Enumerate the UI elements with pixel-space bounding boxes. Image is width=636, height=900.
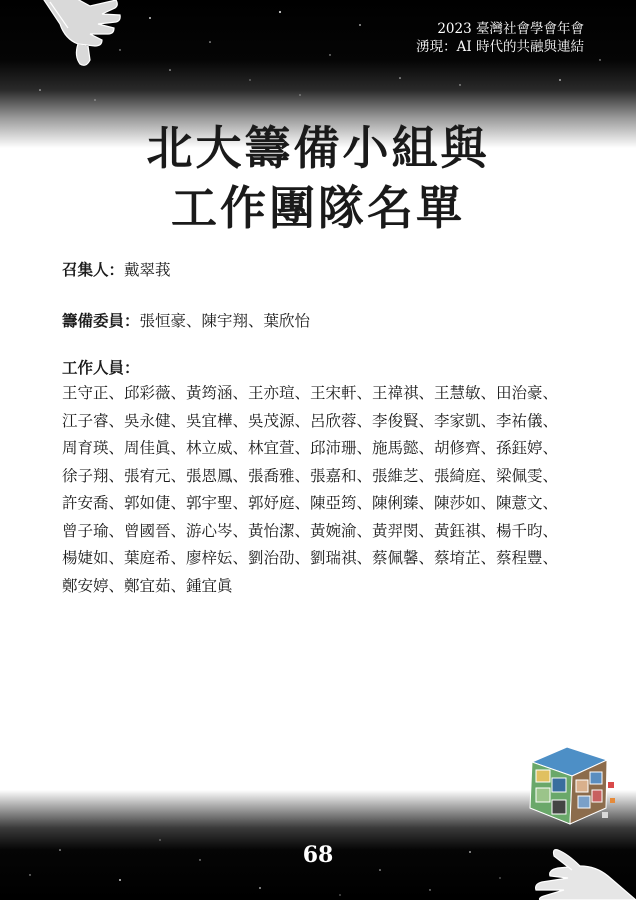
committee-names: 張恒豪、陳宇翔、葉欣怡 bbox=[139, 312, 311, 330]
photo-cube-icon bbox=[522, 742, 617, 832]
convener-names: 戴翠莪 bbox=[124, 261, 171, 279]
staff-roster-line: 許安喬、郭如倢、郭宇聖、郭妤庭、陳亞筠、陳俐臻、陳莎如、陳薏文、 bbox=[62, 494, 559, 512]
committee-label: 籌備委員： bbox=[62, 311, 140, 330]
staff-roster-line: 周育瑛、周佳眞、林立威、林宜萱、邱沛珊、施馬懿、胡修齊、孫鈺婷、 bbox=[62, 439, 559, 457]
title-line-2: 工作團隊名單 bbox=[171, 181, 465, 235]
convener-row bbox=[62, 258, 582, 282]
staff-label: 工作人員： bbox=[62, 358, 140, 377]
convener-label: 召集人： bbox=[62, 260, 125, 279]
staff-roster-line: 徐子翔、張宥元、張恩鳳、張喬雅、張嘉和、張維芝、張綺庭、梁佩雯、 bbox=[62, 466, 559, 485]
page-number: 68 bbox=[302, 842, 334, 868]
conference-header bbox=[416, 20, 584, 56]
staff-roster-line: 江子睿、吳永健、吳宜樺、吳茂源、呂欣蓉、李俊賢、李家凱、李祐儀、 bbox=[62, 411, 559, 430]
title-line-1: 北大籌備小組與 bbox=[146, 121, 490, 175]
staff-roster-line: 鄭安婷、鄭宜茹、鍾宜眞 bbox=[62, 576, 233, 595]
staff-roster-line: 曾子瑜、曾國晉、游心岑、黃怡潔、黃婉渝、黃羿閔、黃鈺祺、楊千昀、 bbox=[62, 521, 559, 540]
staff-roster bbox=[62, 380, 587, 600]
robot-hand-top-icon bbox=[20, 0, 130, 69]
staff-heading bbox=[62, 356, 582, 380]
staff-roster-line: 王守正、邱彩薇、黃筠涵、王亦瑄、王宋軒、王禕祺、王慧敏、田治豪、 bbox=[62, 384, 559, 402]
page-title bbox=[0, 118, 636, 238]
staff-roster-line: 楊婕如、葉庭希、廖梓妘、劉治劭、劉瑞祺、蔡佩馨、蔡堉芷、蔡程豐、 bbox=[62, 549, 559, 567]
conference-title: 2023 臺灣社會學會年會 bbox=[437, 21, 584, 37]
conference-theme: 湧現：AI 時代的共融與連結 bbox=[416, 39, 584, 55]
committee-row bbox=[62, 309, 582, 333]
